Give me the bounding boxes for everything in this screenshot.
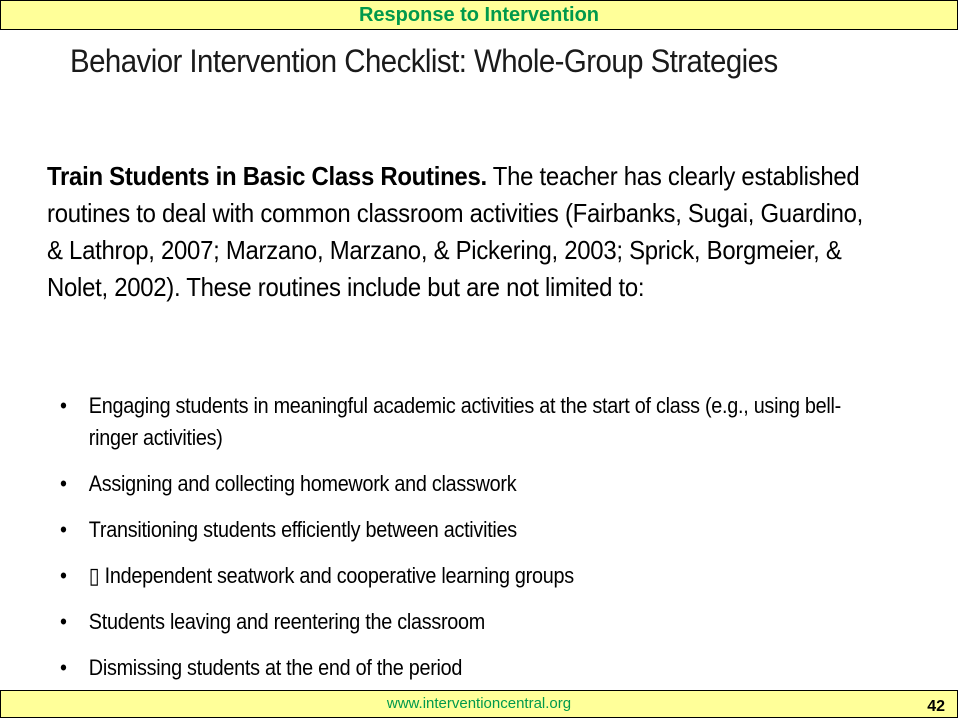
footer-url-link[interactable]: www.interventioncentral.org <box>386 695 572 712</box>
bottom-banner <box>0 690 958 718</box>
bullet-icon: • <box>60 655 67 680</box>
banner-title: Response to Intervention <box>358 3 600 26</box>
top-banner <box>0 0 958 30</box>
intro-lead: Train Students in Basic Class Routines. <box>47 161 487 191</box>
list-item <box>60 652 870 684</box>
bullet-text: Assigning and collecting homework and classwork <box>88 471 517 496</box>
bullet-text: Students leaving and reentering the classroom <box>88 609 485 634</box>
bullet-icon: • <box>60 471 67 496</box>
intro-paragraph <box>47 158 875 306</box>
bullet-icon: • <box>60 517 67 542</box>
list-item <box>60 514 870 546</box>
list-item <box>60 468 870 500</box>
bullet-icon: • <box>60 393 67 418</box>
intro-body: The teacher has clearly established routines to deal with common classroom activities (Fairbanks, Sugai, Guardino, & Lathrop, 2007; Marzano, Marzano, & Pickering, 2003; Sprick, Borgmeier, & Nolet, 2002). These routines include but are not limited to: <box>47 161 864 302</box>
page-number: 42 <box>927 698 945 715</box>
bullet-text: Engaging students in meaningful academic activities at the start of class (e.g., using bell-ringer activities) <box>88 393 841 450</box>
bullet-text: Transitioning students efficiently between activities <box>88 517 517 542</box>
list-item <box>60 560 870 592</box>
list-item <box>60 390 870 454</box>
bullet-icon: • <box>60 609 67 634</box>
bullet-text: ▯ Independent seatwork and cooperative learning groups <box>88 563 574 588</box>
list-item <box>60 606 870 638</box>
bullet-icon: • <box>60 563 67 588</box>
bullet-list <box>60 390 870 684</box>
slide-title: Behavior Intervention Checklist: Whole-Group Strategies <box>70 43 778 79</box>
bullet-text: Dismissing students at the end of the period <box>88 655 463 680</box>
